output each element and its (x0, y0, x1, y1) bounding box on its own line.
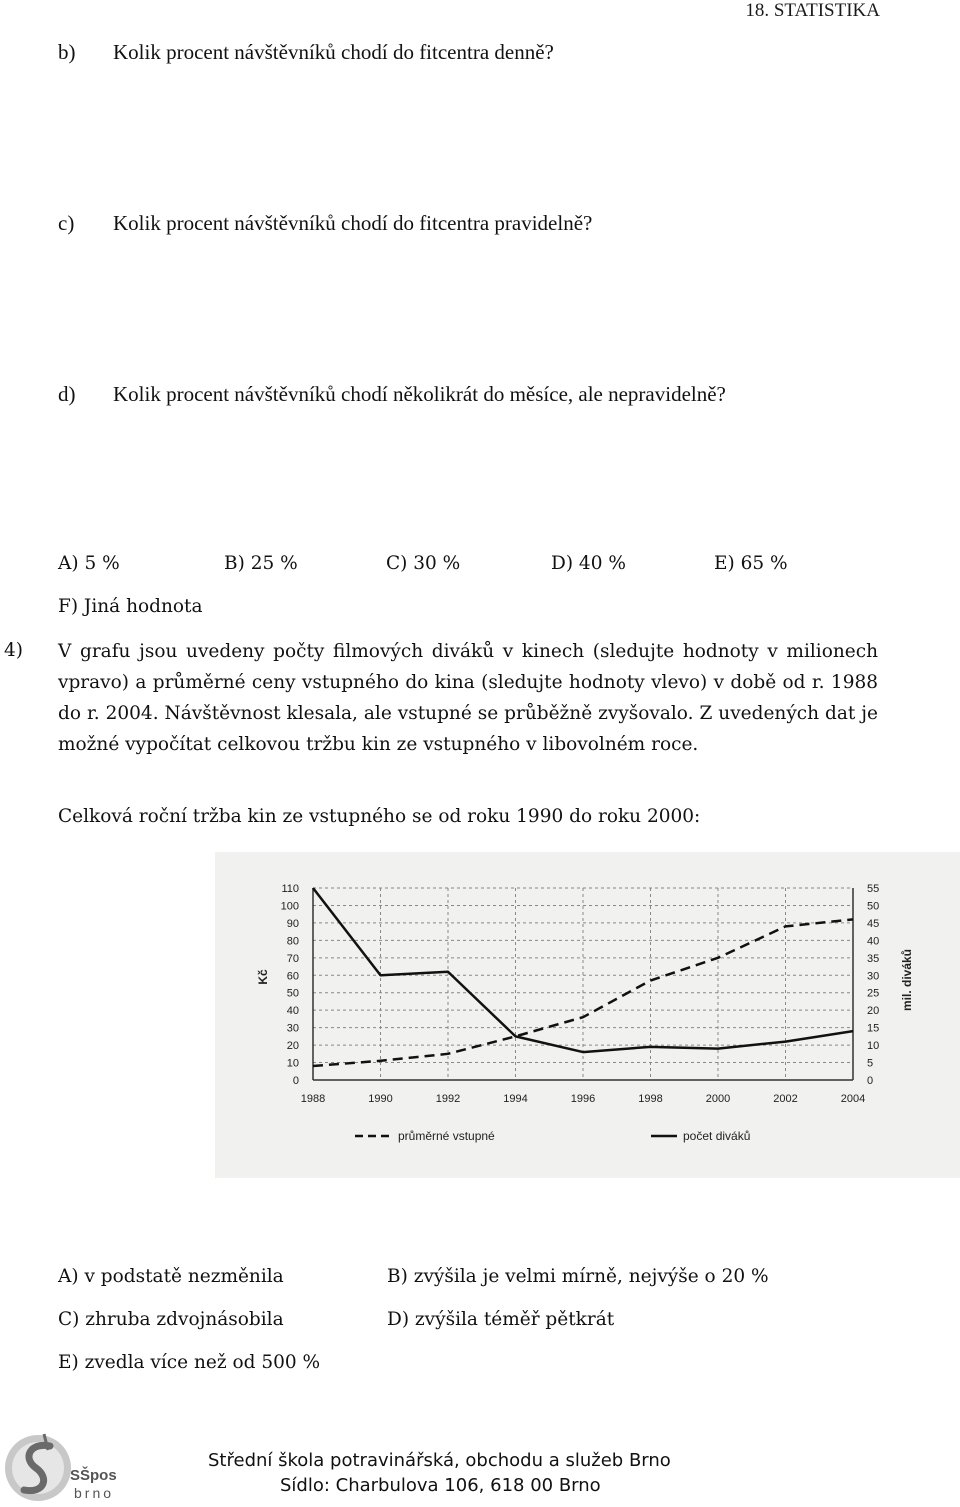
option-c: C) 30 % (386, 553, 461, 574)
task4-option-d: D) zvýšila téměř pětkrát (387, 1309, 615, 1330)
question-c-label: c) (58, 211, 75, 235)
y-left-tick-label: 60 (286, 970, 299, 983)
option-e: E) 65 % (714, 553, 788, 574)
y-left-tick-label: 80 (286, 935, 299, 948)
y-axis-left-label: Kč (256, 969, 270, 985)
question-b-text: Kolik procent návštěvníků chodí do fitcentra denně? (113, 40, 554, 64)
question-c-text: Kolik procent návštěvníků chodí do fitcentra pravidelně? (113, 211, 593, 235)
legend-label-divaci: počet diváků (683, 1129, 751, 1143)
task4-question: Celková roční tržba kin ze vstupného se od roku 1990 do roku 2000: (58, 806, 701, 827)
y-left-tick-label: 70 (286, 952, 299, 965)
y-right-tick-label: 25 (867, 987, 880, 1000)
logo-text: SŠpos (70, 1467, 117, 1484)
logo-subtext: brno (74, 1485, 115, 1501)
chapter-header: 18. STATISTIKA (745, 0, 880, 21)
footer-line-1: Střední škola potravinářská, obchodu a služeb Brno (208, 1450, 671, 1471)
question-d-text: Kolik procent návštěvníků chodí několikrát do měsíce, ale nepravidelně? (113, 382, 726, 406)
y-right-tick-label: 5 (867, 1057, 874, 1070)
y-right-tick-label: 15 (867, 1022, 880, 1035)
y-right-tick-label: 55 (867, 883, 880, 895)
y-right-tick-label: 10 (867, 1040, 880, 1053)
question-b-label: b) (58, 40, 76, 64)
y-right-tick-label: 35 (867, 952, 880, 965)
y-right-tick-label: 45 (867, 917, 880, 930)
task4-option-e: E) zvedla více než od 500 % (58, 1352, 321, 1373)
task4-option-a: A) v podstatě nezměnila (58, 1266, 284, 1287)
x-tick-label: 1998 (638, 1093, 663, 1105)
y-left-tick-label: 10 (286, 1057, 299, 1070)
option-b: B) 25 % (224, 553, 298, 574)
option-a: A) 5 % (58, 553, 120, 574)
x-tick-label: 1994 (503, 1093, 528, 1105)
x-tick-label: 2002 (773, 1093, 798, 1105)
task4-option-c: C) zhruba zdvojnásobila (58, 1309, 284, 1330)
y-left-tick-label: 50 (286, 987, 299, 1000)
task4-number: 4) (4, 640, 23, 661)
x-tick-label: 1996 (570, 1093, 596, 1105)
y-right-tick-label: 30 (867, 970, 880, 983)
y-right-tick-label: 20 (867, 1005, 880, 1018)
option-d: D) 40 % (551, 553, 626, 574)
x-tick-label: 2000 (705, 1093, 731, 1105)
question-d-label: d) (58, 382, 76, 406)
y-axis-right-label: mil. diváků (900, 948, 914, 1012)
y-right-tick-label: 0 (867, 1075, 874, 1087)
y-right-tick-label: 40 (867, 935, 880, 948)
y-left-tick-label: 40 (286, 1005, 299, 1018)
legend-label-vstupne: průměrné vstupné (398, 1129, 495, 1143)
x-tick-label: 2004 (840, 1093, 866, 1105)
y-left-tick-label: 100 (280, 900, 299, 913)
y-left-tick-label: 110 (281, 883, 299, 895)
school-logo (0, 1428, 125, 1503)
y-left-tick-label: 20 (286, 1040, 299, 1053)
y-left-tick-label: 0 (292, 1075, 299, 1087)
y-left-tick-label: 30 (286, 1022, 299, 1035)
chart-svg (215, 852, 960, 1178)
task4-text: V grafu jsou uvedeny počty filmových diváků v kinech (sledujte hodnoty v milionech vpravo) a průměrné ceny vstupného do kina (sledujte hodnoty vlevo) v době od r. 1988 do r. 2004. Návštěvnost klesala, ale vstupné se průběžně zvyšovalo. Z uvedených dat je možné vypočítat celkovou tržbu kin ze vstupného v libovolném roce. (58, 641, 878, 755)
x-tick-label: 1988 (300, 1093, 326, 1105)
x-tick-label: 1992 (435, 1093, 461, 1105)
x-tick-label: 1990 (368, 1093, 393, 1105)
y-left-tick-label: 90 (286, 917, 299, 930)
chart-figure (215, 852, 960, 1178)
option-f: F) Jiná hodnota (58, 596, 203, 617)
y-right-tick-label: 50 (867, 900, 880, 913)
footer-line-2: Sídlo: Charbulova 106, 618 00 Brno (280, 1475, 601, 1496)
task4-option-b: B) zvýšila je velmi mírně, nejvýše o 20 % (387, 1266, 769, 1287)
